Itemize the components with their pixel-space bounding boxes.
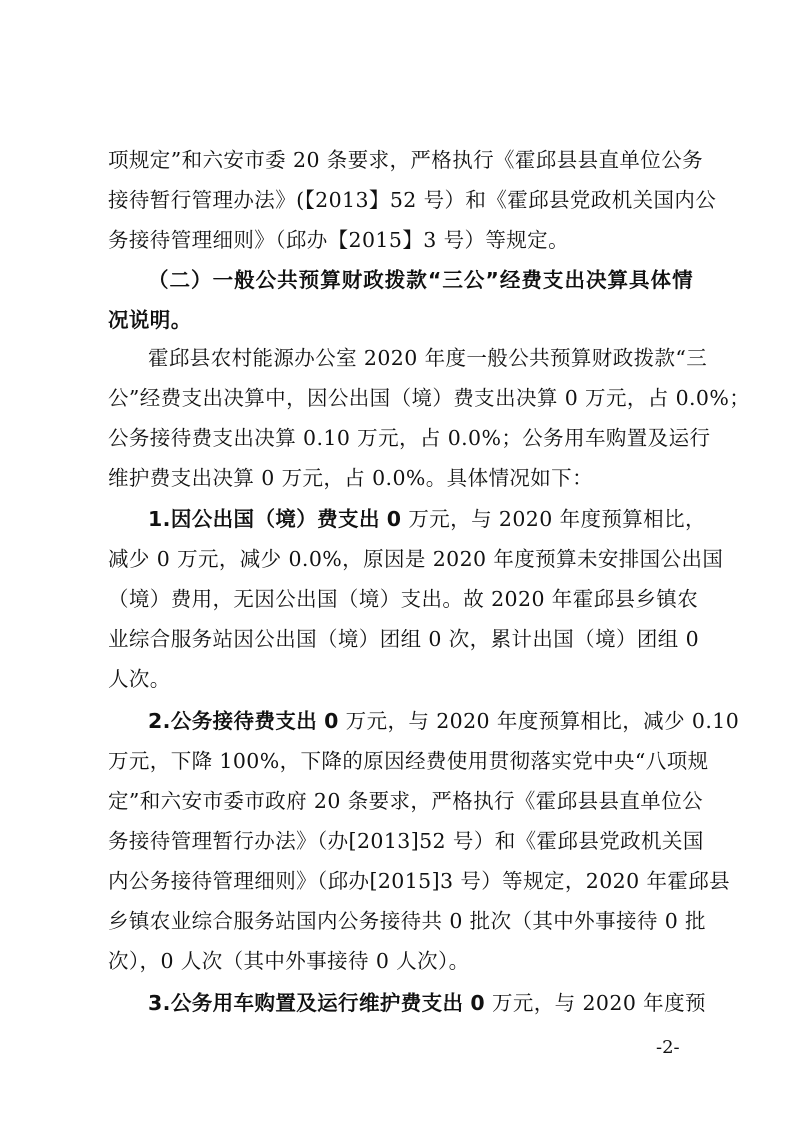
para2-line-1: 霍邱县农村能源办公室 2020 年度一般公共预算财政拨款“三 (148, 346, 708, 370)
item2-line-1 (148, 707, 740, 735)
item2-line-5: 内公务接待管理细则》（邱办[2015]3 号）等规定，2020 年霍邱县 (108, 869, 731, 893)
item1-line-3: （境）费用，无因公出国（境）支出。故 2020 年霍邱县乡镇农 (108, 587, 699, 611)
item1-line-4: 业综合服务站因公出国（境）团组 0 次，累计出国（境）团组 0 (108, 627, 700, 651)
item2-line-3: 定”和六安市委市政府 20 条要求，严格执行《霍邱县县直单位公 (108, 789, 703, 813)
section-heading-line-1: （二）一般公共预算财政拨款“三公”经费支出决算具体情 (148, 268, 693, 292)
item2-lead-num: 0 (324, 709, 339, 733)
item2-line-2: 万元，下降 100%，下降的原因经费使用贯彻落实党中央“八项规 (108, 749, 709, 773)
item3-lead-num: 0 (470, 991, 486, 1015)
item1-line-1 (148, 505, 706, 533)
item1-lead: 1.因公出国（境）费支出 (148, 507, 380, 531)
item1-line-5: 人次。 (108, 667, 171, 691)
item1-line-2: 减少 0 万元，减少 0.0%，原因是 2020 年度预算未安排国公出国 (108, 547, 724, 571)
item2-line-6: 乡镇农业综合服务站国内公务接待共 0 批次（其中外事接待 0 批 (108, 909, 706, 933)
page-number: -2- (656, 1037, 680, 1058)
item1-lead-num: 0 (386, 507, 402, 531)
para2-line-3: 公务接待费支出决算 0.10 万元，占 0.0%；公务用车购置及运行 (108, 426, 711, 450)
item3-lead: 3.公务用车购置及运行维护费支出 (148, 991, 464, 1015)
item3-line-1 (148, 989, 706, 1017)
item3-line-1-rest: 万元，与 2020 年度预 (491, 991, 706, 1015)
item2-line-1-rest: 万元，与 2020 年度预算相比，减少 0.10 (345, 709, 740, 733)
item1-line-1-rest: 万元，与 2020 年度预算相比， (408, 507, 706, 531)
item2-lead: 2.公务接待费支出 (148, 709, 318, 733)
section-heading-line-2: 况说明。 (108, 308, 192, 332)
para2-line-2: 公”经费支出决算中，因公出国（境）费支出决算 0 万元，占 0.0%； (108, 386, 751, 410)
item2-line-7: 次），0 人次（其中外事接待 0 人次）。 (108, 949, 470, 973)
para2-line-4: 维护费支出决算 0 万元，占 0.0%。具体情况如下： (108, 466, 593, 490)
para1-line-2: 接待暂行管理办法》(【2013】52 号）和《霍邱县党政机关国内公 (108, 188, 717, 212)
para1-line-3: 务接待管理细则》（邱办【2015】3 号）等规定。 (108, 228, 569, 252)
item2-line-4: 务接待管理暂行办法》（办[2013]52 号）和《霍邱县党政机关国 (108, 829, 704, 853)
para1-line-1: 项规定”和六安市委 20 条要求，严格执行《霍邱县县直单位公务 (108, 148, 703, 172)
